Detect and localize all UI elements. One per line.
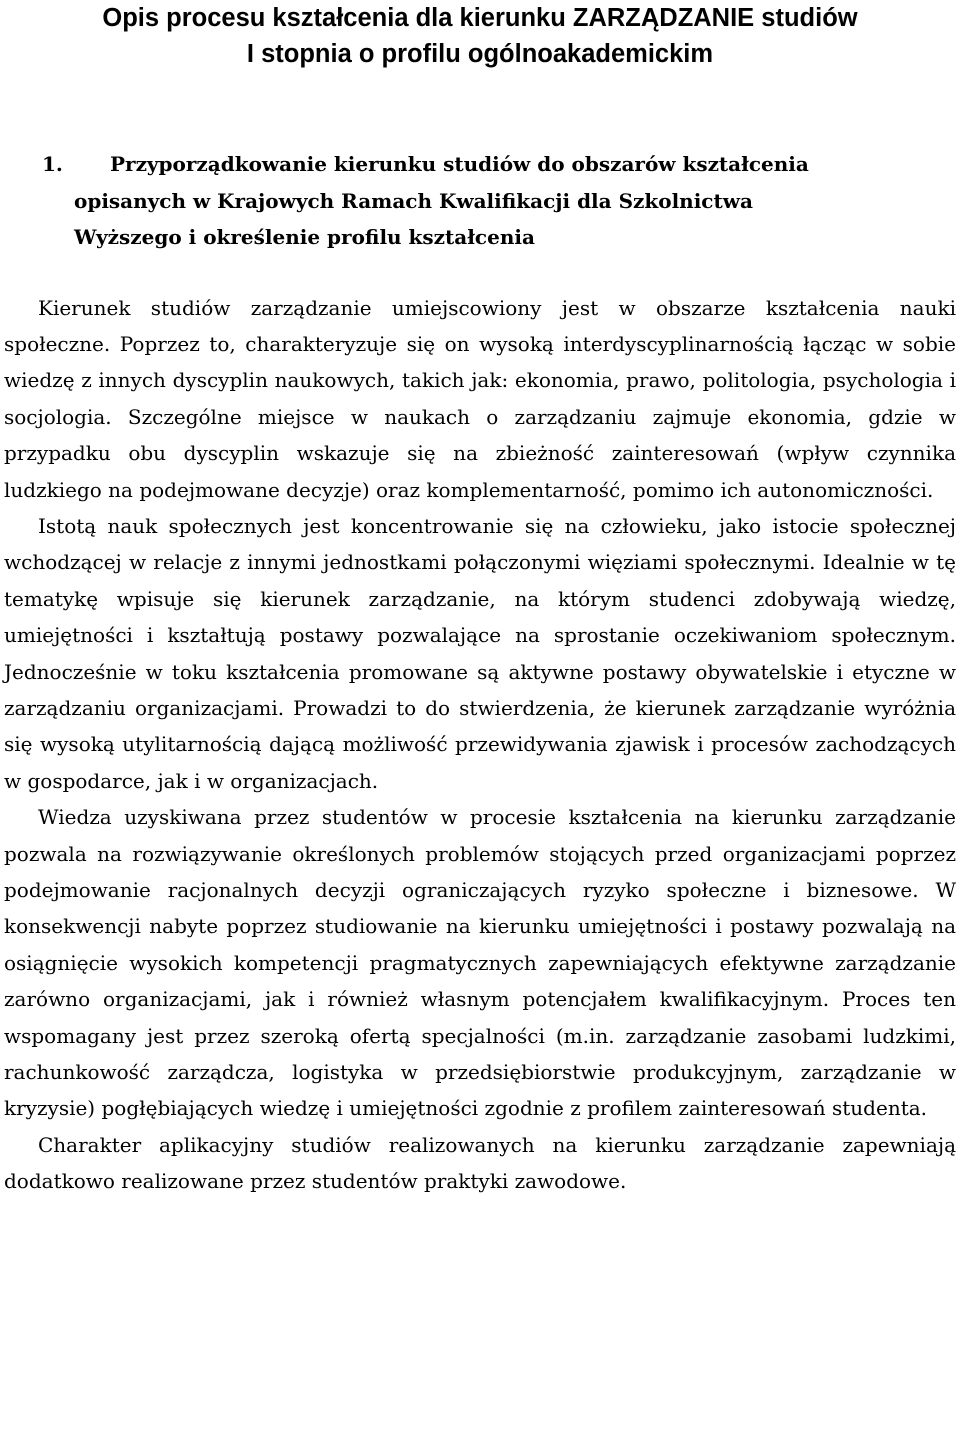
paragraph-2: Istotą nauk społecznych jest koncentrowanie się na człowieku, jako istocie społecznej wchodzącej w relacje z innymi jednostkami połączonymi więziami społecznymi. Idealnie w tę tematykę wpisuje się kierunek zarządzanie, na którym studenci zdobywają wiedzę, umiejętności i kształtują postawy pozwalające na sprostanie oczekiwaniom społecznym. Jednocześnie w toku kształcenia promowane są aktywne postawy obywatelskie i etyczne w zarządzaniu organizacjami. Prowadzi to do stwierdzenia, że kierunek zarządzanie wyróżnia się wysoką utylitarnością dającą możliwość przewidywania zjawisk i procesów zachodzących w gospodarce, jak i w organizacjach.	[4, 513, 956, 793]
section-heading-line-2: opisanych w Krajowych Ramach Kwalifikacji dla Szkolnictwa	[74, 188, 753, 213]
paragraph-4: Charakter aplikacyjny studiów realizowanych na kierunku zarządzanie zapewniają dodatkowo realizowane przez studentów praktyki zawodowe.	[4, 1132, 956, 1194]
document-title-line-1: Opis procesu kształcenia dla kierunku ZARZĄDZANIE studiów	[102, 4, 858, 32]
section-heading-line-1	[4, 146, 956, 183]
paragraph-1: Kierunek studiów zarządzanie umiejscowiony jest w obszarze kształcenia nauki społeczne. Poprzez to, charakteryzuje się on wysoką interdyscyplinarnością łącząc w sobie wiedzę z innych dyscyplin naukowych, takich jak: ekonomia, prawo, politologia, psychologia i socjologia. Szczególne miejsce w naukach o zarządzaniu zajmuje ekonomia, gdzie w przypadku obu dyscyplin wskazuje się na zbieżność zainteresowań (wpływ czynnika ludzkiego na podejmowane decyzje) oraz komplementarność, pomimo ich autonomiczności.	[4, 295, 956, 502]
section-number: 1.	[42, 152, 63, 176]
paragraph-3: Wiedza uzyskiwana przez studentów w procesie kształcenia na kierunku zarządzanie pozwala na rozwiązywanie określonych problemów stojących przed organizacjami poprzez podejmowanie racjonalnych decyzji ograniczających ryzyko społeczne i biznesowe. W konsekwencji nabyte poprzez studiowanie na kierunku umiejętności i postawy pozwalają na osiągnięcie wysokich kompetencji pragmatycznych zapewniających efektywne zarządzanie zarówno organizacjami, jak i również własnym potencjałem kwalifikacyjnym. Proces ten wspomagany jest przez szeroką ofertą specjalności (m.in. zarządzanie zasobami ludzkimi, rachunkowość zarządcza, logistyka w przedsiębiorstwie produkcyjnym, zarządzanie w kryzysie) pogłębiających wiedzę i umiejętności zgodnie z profilem zainteresowań studenta.	[4, 805, 956, 1121]
document-title	[4, 0, 956, 72]
section-heading	[4, 146, 956, 256]
document-title-line-2: I stopnia o profilu ogólnoakademickim	[246, 40, 714, 68]
section-heading-text-1: Przyporządkowanie kierunku studiów do obszarów kształcenia	[110, 152, 809, 176]
section-heading-line-3: Wyższego i określenie profilu kształcenia	[74, 225, 535, 249]
